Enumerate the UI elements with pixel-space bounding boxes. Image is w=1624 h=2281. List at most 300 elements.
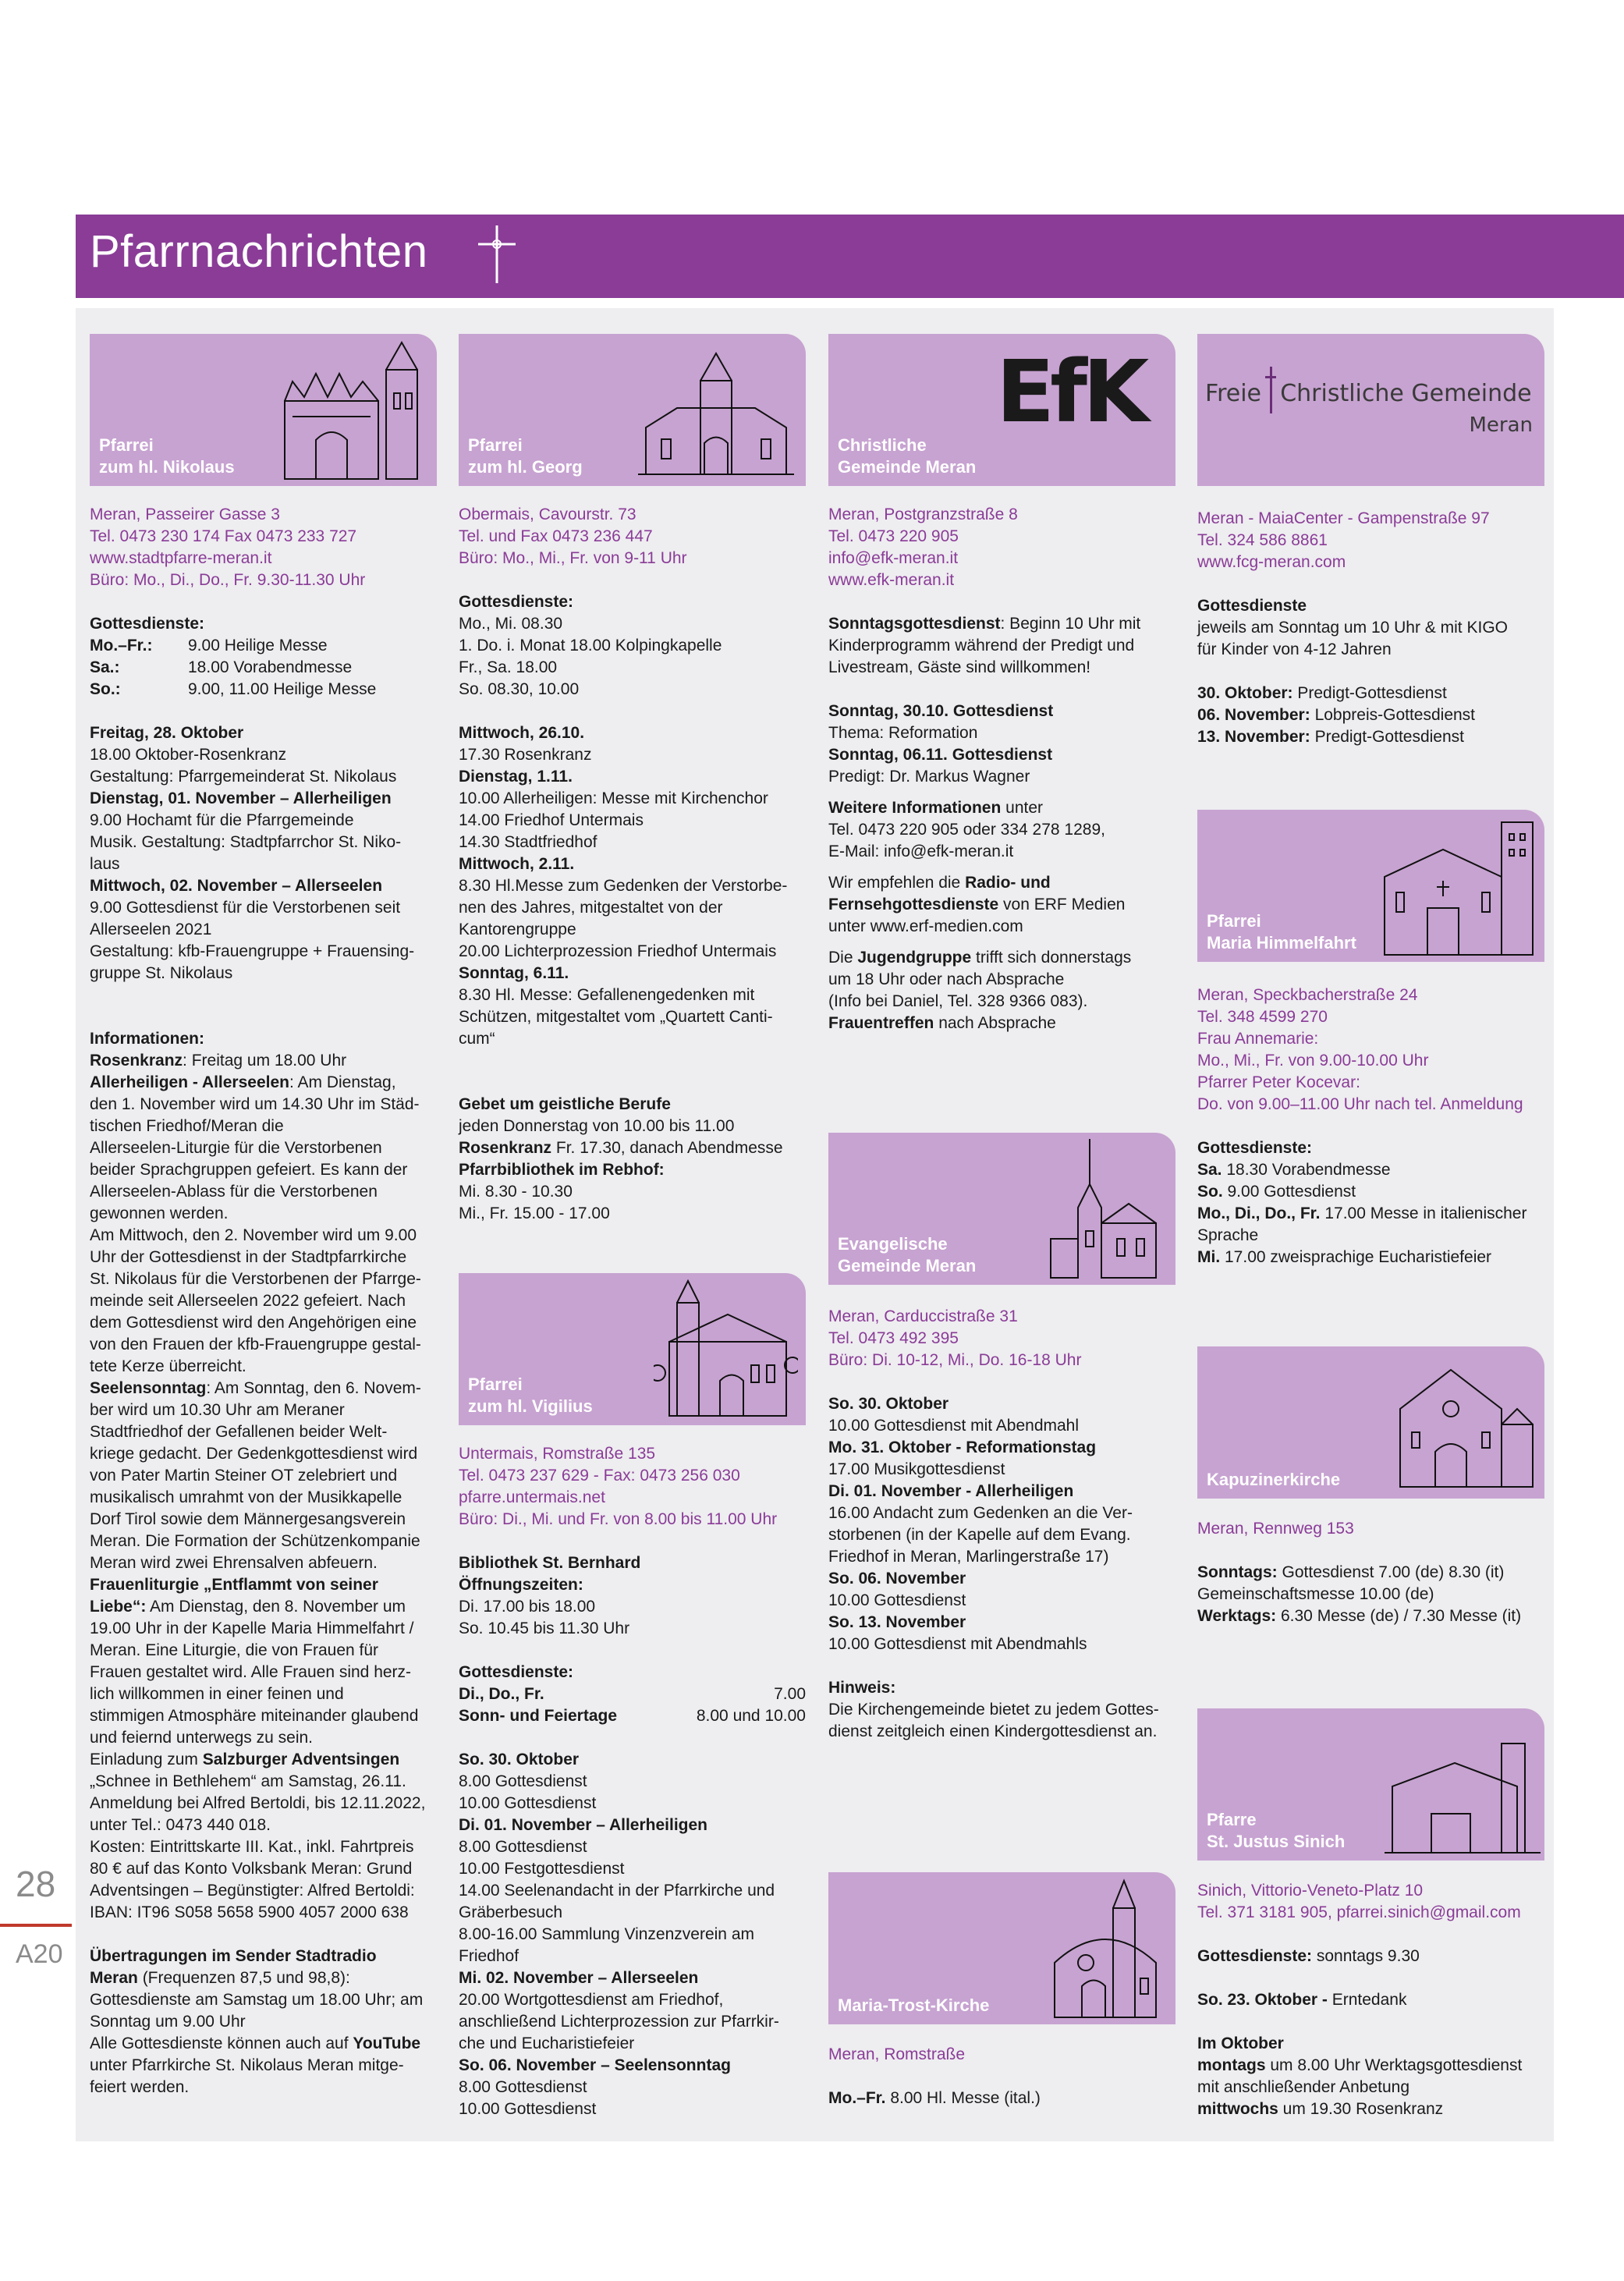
text-line: Tel. 0473 220 905 oder 334 278 1289, [828,821,1105,839]
header-georg [459,334,806,486]
text-line: kriege gedacht. Der Gedenkgottesdienst wird [90,1445,418,1463]
header-label-evangelische [838,1233,976,1277]
text-line: und feiernd unterwegs zu sein. [90,1729,314,1747]
header-label-efk [838,435,976,478]
text-line: Meran. Eine Liturgie, die von Frauen für [90,1641,379,1659]
event-line: 20.00 Lichterprozession Friedhof Untermais [459,942,777,960]
column-sinich [1197,1880,1544,2120]
info-para [1197,1989,1544,2011]
header-label-line2: zum hl. Vigilius [468,1396,593,1416]
event-line: Thema: Reformation [828,724,978,742]
text-line: von den Frauen der kfb-Frauengruppe gestal- [90,1336,421,1353]
info-para [828,872,1175,894]
event-line: che und Eucharistiefeier [459,2034,635,2052]
section-title: Bibliothek St. Bernhard [459,1554,641,1572]
event-title: So. 13. November [828,1613,966,1631]
office-hours: Do. von 9.00–11.00 Uhr nach tel. Anmeldung [1197,1095,1523,1113]
section-title: Gottesdienste: [90,615,205,633]
info-para [1197,2098,1544,2120]
church-himmelfahrt-icon [1377,814,1541,959]
text-line: für Kinder von 4-12 Jahren [1197,640,1392,658]
event-title: Dienstag, 1.11. [459,768,573,786]
text-line: beider Sprachgruppen gefeiert. Es kann der [90,1161,408,1179]
office-hours: Büro: Di., Mi. und Fr. von 8.00 bis 11.00 Uhr [459,1510,778,1528]
text-line: gewonnen werden. [90,1204,229,1222]
header-nikolaus [90,334,437,486]
event-title: Mittwoch, 02. November – Allerseelen [90,877,383,895]
header-label-maria-trost [838,1995,989,2017]
info-text: unter [1001,799,1044,817]
info-para [459,1137,806,1159]
phone-line: Tel. 0473 237 629 - Fax: 0473 256 030 [459,1467,740,1485]
event-line: 14.30 Stadtfriedhof [459,833,597,851]
info-para [1197,1203,1544,1225]
event-line: laus [90,855,120,873]
info-text: : Am Dienstag, [289,1073,396,1091]
info-bold: Fernsehgottesdienste [828,896,999,913]
event-line: 10.00 Gottesdienst [459,1794,597,1812]
header-evangelische [828,1133,1175,1285]
text-line: 19.00 Uhr in der Kapelle Maria Himmelfahrt / [90,1619,414,1637]
info-para [828,947,1175,969]
info-para [90,1378,437,1399]
column-himmelfahrt [1197,984,1544,1268]
event-title: Mo. 31. Oktober - Reformationstag [828,1438,1097,1456]
event-title: Freitag, 28. Oktober [90,724,244,742]
event-line: 16.00 Andacht zum Gedenken an die Ver- [828,1504,1133,1522]
info-bold: Rosenkranz [90,1052,183,1070]
address-block [459,504,806,569]
time-text: 8.00 und 10.00 [696,1707,806,1725]
event-line: 8.00 Gottesdienst [459,1772,587,1790]
text-line: feiert werden. [90,2078,190,2096]
info-text: Einladung zum [90,1751,203,1768]
header-label-georg [468,435,583,478]
info-text: 18.30 Vorabendmesse [1222,1161,1391,1179]
info-para [828,2088,1175,2109]
phone-line: Tel. 371 3181 905, pfarrei.sinich@gmail.com [1197,1903,1521,1921]
info-text: trifft sich donnerstags [971,949,1132,967]
address-line: Meran - MaiaCenter - Gampenstraße 97 [1197,509,1490,527]
fcg-logo-word3: Meran [1469,413,1533,437]
address-line: Meran, Carduccistraße 31 [828,1307,1018,1325]
text-line: Dorf Tirol sowie dem Männergesangsverein [90,1510,406,1528]
info-bold: Radio- und [965,874,1051,892]
text-line: Stadtfriedhof der Gefallenen beider Welt- [90,1423,388,1441]
event-line: 17.30 Rosenkranz [459,746,592,764]
address-line: Untermais, Romstraße 135 [459,1445,656,1463]
info-bold: Sa. [1197,1161,1222,1179]
text-line: unter www.erf-medien.com [828,917,1023,935]
cross-icon [1265,367,1276,413]
event-line: Gestaltung: kfb-Frauengruppe + Frauensing- [90,942,415,960]
header-kapuziner [1197,1346,1544,1499]
info-text: : Am Sonntag, den 6. Novem- [206,1379,421,1397]
info-bold: mittwochs [1197,2100,1278,2118]
text-line: Uhr der Gottesdienst in der Stadtpfarrkirche [90,1248,407,1266]
section-title: Im Oktober [1197,2034,1284,2052]
header-label-line2: zum hl. Georg [468,457,583,477]
event-line: 10.00 Festgottesdienst [459,1860,625,1878]
info-para [90,2033,437,2055]
event-line: 14.00 Friedhof Untermais [459,811,644,829]
event-line: 20.00 Wortgottesdienst am Friedhof, [459,1991,724,2009]
info-bold: So. 23. Oktober - [1197,1991,1328,2009]
header-label-line2: Gemeinde Meran [838,457,977,477]
section-title: Informationen: [90,1030,204,1048]
column-vigilius [459,1443,806,2120]
event-line: storbenen (in der Kapelle auf dem Evang. [828,1526,1131,1544]
section-title: Hinweis: [828,1679,896,1697]
event-line: nen des Jahres, mitgestaltet von der [459,899,723,917]
info-bold: Salzburger Adventsingen [202,1751,400,1768]
website-link[interactable]: pfarre.untermais.net [459,1488,605,1506]
info-bold: montags [1197,2056,1266,2074]
column-kapuziner [1197,1518,1544,1627]
church-nikolaus-icon [277,339,433,483]
text-line: E-Mail: info@efk-meran.it [828,843,1014,860]
info-text: Lobpreis-Gottesdienst [1310,706,1476,724]
cross-icon [473,222,520,285]
event-title: Mittwoch, 26.10. [459,724,585,742]
event-line: 10.00 Gottesdienst mit Abendmahls [828,1635,1087,1653]
event-line: Gestaltung: Pfarrgemeinderat St. Nikolaus [90,768,397,786]
info-bold: YouTube [353,2034,421,2052]
address-block [828,1306,1175,1371]
event-line: Predigt: Dr. Markus Wagner [828,768,1030,786]
info-text: 17.00 zweisprachige Eucharistiefeier [1220,1248,1492,1266]
info-bold: Liebe“: [90,1598,147,1616]
text-line: Livestream, Gäste sind willkommen! [828,658,1091,676]
info-text: Gottesdienst 7.00 (de) 8.30 (it) [1277,1563,1505,1581]
schedule-row [90,657,437,679]
text-line: Sprache [1197,1226,1259,1244]
event-title: Mi. 02. November – Allerseelen [459,1969,699,1987]
text-line: Gemeinschaftsmesse 10.00 (de) [1197,1585,1434,1603]
info-para [1197,1181,1544,1203]
church-georg-icon [638,349,794,482]
event-line: Gräberbesuch [459,1903,563,1921]
fcg-logo [1205,367,1541,437]
phone-line: Tel. 348 4599 270 [1197,1008,1328,1026]
event-line: anschließend Lichterprozession zur Pfarrkir- [459,2013,779,2031]
contact-line: Frau Annemarie: [1197,1030,1319,1048]
info-para [90,1072,437,1094]
text-line: Adventsingen – Begünstigter: Alfred Bertoldi: [90,1882,415,1900]
header-himmelfahrt [1197,810,1544,962]
header-label-sinich [1207,1809,1345,1853]
event-line: 10.00 Gottesdienst mit Abendmahl [828,1417,1080,1435]
header-label-himmelfahrt [1207,910,1356,954]
text-line: „Schnee in Bethlehem“ am Samstag, 26.11. [90,1772,406,1790]
event-title: Di. 01. November – Allerheiligen [459,1816,707,1834]
office-hours: Mo., Mi., Fr. von 9.00-10.00 Uhr [1197,1052,1429,1070]
text-line: Mo., Mi. 08.30 [459,615,563,633]
day-label: Mo.–Fr.: [90,637,153,655]
info-bold: So. [1197,1183,1223,1201]
page-code: A20 [16,1939,63,1969]
address-block [90,504,437,591]
time-text: 9.00, 11.00 Heilige Messe [188,680,377,698]
text-line: ber wird um 10.30 Uhr am Meraner [90,1401,345,1419]
event-line: 18.00 Oktober-Rosenkranz [90,746,287,764]
info-para [1197,2055,1544,2077]
church-evangelische-icon [1047,1137,1164,1282]
info-text: 6.30 Messe (de) / 7.30 Messe (it) [1276,1607,1522,1625]
info-para [1197,1247,1544,1268]
office-hours: Büro: Di. 10-12, Mi., Do. 16-18 Uhr [828,1351,1082,1369]
header-label-line1: Pfarrei [99,435,154,455]
header-label-line1: Christliche [838,435,927,455]
info-para [1197,1562,1544,1584]
website-link[interactable]: www.efk-meran.it [828,571,955,589]
day-label: Sa.: [90,658,120,676]
text-line: IBAN: IT96 S058 5658 5900 4057 2000 638 [90,1903,409,1921]
text-line: dienst zeitgleich einen Kindergottesdienst an. [828,1722,1158,1740]
address-line: Meran, Speckbacherstraße 24 [1197,986,1418,1004]
text-line: Mi., Fr. 15.00 - 17.00 [459,1204,610,1222]
text-line: Anmeldung bei Alfred Bertoldi, bis 12.11.2022, [90,1794,426,1812]
event-title: Dienstag, 01. November – Allerheiligen [90,789,392,807]
event-line: Friedhof in Meran, Marlingerstraße 17) [828,1548,1109,1566]
event-line: 10.00 Gottesdienst [459,2100,597,2118]
info-text: : Beginn 10 Uhr mit [1000,615,1141,633]
phone-line: Tel. 0473 230 174 Fax 0473 233 727 [90,527,357,545]
column-evangelische [828,1306,1175,1743]
text-line: tischen Friedhof/Meran die [90,1117,284,1135]
event-title: Mittwoch, 2.11. [459,855,575,873]
header-label-line2: St. Justus Sinich [1207,1832,1346,1851]
header-label-line1: Evangelische [838,1234,948,1254]
text-line: jeden Donnerstag von 10.00 bis 11.00 [459,1117,735,1135]
text-line: musikalisch umrahmt von der Musikkapelle [90,1488,402,1506]
info-para [90,1749,437,1771]
event-line: Kantorengruppe [459,921,576,938]
info-para [1197,1159,1544,1181]
text-line: So. 10.45 bis 11.30 Uhr [459,1619,630,1637]
info-bold: Mo., Di., Do., Fr. [1197,1204,1321,1222]
info-text: Fr. 17.30, danach Abendmesse [551,1139,783,1157]
church-sinich-icon [1385,1740,1541,1857]
info-bold: Meran [90,1969,138,1987]
text-line: 80 € auf das Konto Volksbank Meran: Grund [90,1860,413,1878]
header-label-vigilius [468,1374,593,1417]
header-label-line1: Pfarre [1207,1810,1257,1829]
info-text: um 19.30 Rosenkranz [1278,2100,1444,2118]
event-line: 8.00-16.00 Sammlung Vinzenzverein am [459,1925,754,1943]
day-label: So.: [90,680,121,698]
info-bold: Jugendgruppe [857,949,972,967]
header-label-line1: Pfarrei [468,435,523,455]
text-line: So. 08.30, 10.00 [459,680,580,698]
event-line: 9.00 Hochamt für die Pfarrgemeinde [90,811,354,829]
info-para [90,1050,437,1072]
text-line: (Info bei Daniel, Tel. 328 9366 083). [828,992,1088,1010]
info-bold: Mi. [1197,1248,1221,1266]
column-fcg [1197,508,1544,748]
header-label-line1: Pfarrei [1207,911,1261,931]
event-line: 8.00 Gottesdienst [459,1838,587,1856]
info-text: Predigt-Gottesdienst [1310,728,1464,746]
address-block [1197,1880,1544,1924]
text-line: Kinderprogramm während der Predigt und [828,637,1135,655]
time-text: 7.00 [774,1685,806,1703]
email-link[interactable]: info@efk-meran.it [828,549,959,567]
text-line: Sonntag um 9.00 Uhr [90,2013,246,2031]
info-bold: Frauentreffen [828,1014,934,1032]
info-para [1197,1605,1544,1627]
text-line: dem Gottesdienst wird den Angehörigen eine [90,1314,417,1332]
header-banner [76,215,1624,298]
website-link[interactable]: www.stadtpfarre-meran.it [90,549,272,567]
event-title: Di. 01. November - Allerheiligen [828,1482,1074,1500]
address-line: Meran, Romstraße [828,2045,966,2063]
text-line: Allerseelen-Liturgie für die Verstorbenen [90,1139,382,1157]
text-line: Allerseelen-Ablass für die Verstorbenen [90,1183,378,1201]
header-label-line1: Kapuzinerkirche [1207,1470,1341,1489]
event-line: Friedhof [459,1947,519,1965]
event-line: 14.00 Seelenandacht in der Pfarrkirche und [459,1882,775,1900]
header-label-line2: Gemeinde Meran [838,1256,977,1275]
text-line: 1. Do. i. Monat 18.00 Kolpingkapelle [459,637,722,655]
address-line: Sinich, Vittorio-Veneto-Platz 10 [1197,1882,1424,1900]
info-bold: 30. Oktober: [1197,684,1293,702]
section-title: Gottesdienste [1197,597,1307,615]
info-text: 9.00 Gottesdienst [1222,1183,1356,1201]
time-text: 9.00 Heilige Messe [188,637,328,655]
text-line: um 18 Uhr oder nach Absprache [828,970,1065,988]
time-text: 18.00 Vorabendmesse [188,658,353,676]
text-line: meinde seit Allerseelen 2022 gefeiert. Nach [90,1292,406,1310]
schedule-row [90,635,437,657]
fcg-logo-word1: Freie [1205,380,1261,407]
info-para [828,613,1175,635]
fcg-logo-word2: Christliche Gemeinde [1280,380,1532,407]
info-para [828,1013,1175,1034]
header-maria-trost [828,1872,1175,2024]
info-text: Alle Gottesdienste können auch auf [90,2034,353,2052]
info-text: (Frequenzen 87,5 und 98,8): [137,1969,350,1987]
event-line: 8.00 Gottesdienst [459,2078,587,2096]
text-line: Kosten: Eintrittskarte III. Kat., inkl. Fahrtpreis [90,1838,414,1856]
text-line: Gottesdienste am Samstag um 18.00 Uhr; am [90,1991,424,2009]
event-title: Sonntag, 06.11. Gottesdienst [828,746,1053,764]
office-hours: Büro: Mo., Di., Do., Fr. 9.30-11.30 Uhr [90,571,366,589]
day-label: Sonn- und Feiertage [459,1707,618,1725]
text-line: den 1. November wird um 14.30 Uhr im Städ- [90,1095,420,1113]
column-nikolaus [90,504,437,2098]
schedule-row [459,1705,806,1727]
text-line: jeweils am Sonntag um 10 Uhr & mit KIGO [1197,619,1508,637]
header-label-line1: Maria-Trost-Kirche [838,1995,990,2015]
section-title: Gottesdienste: [459,1663,574,1681]
event-line: Allerseelen 2021 [90,921,212,938]
header-vigilius [459,1273,806,1425]
church-kapuziner-icon [1392,1354,1541,1495]
info-text: 17.00 Messe in italienischer [1320,1204,1527,1222]
event-title: So. 06. November – Seelensonntag [459,2056,731,2074]
info-bold: Allerheiligen - Allerseelen [90,1073,289,1091]
info-bold: 13. November: [1197,728,1310,746]
info-bold: Seelensonntag [90,1379,207,1397]
event-line: gruppe St. Nikolaus [90,964,233,982]
text-line: tete Kerze überreicht. [90,1357,246,1375]
event-title: So. 06. November [828,1570,966,1587]
event-line: 10.00 Gottesdienst [828,1591,966,1609]
info-text: von ERF Medien [998,896,1126,913]
column-maria-trost [828,2044,1175,2109]
header-sinich [1197,1708,1544,1861]
header-label-nikolaus [99,435,235,478]
info-para [90,1967,437,1989]
page-title: Pfarrnachrichten [90,226,428,277]
section-title: Gottesdienste: [459,593,574,611]
info-bold: Sonntags: [1197,1563,1278,1581]
event-title: Sonntag, 6.11. [459,964,569,982]
info-text: Erntedank [1327,1991,1407,2009]
info-bold: Frauenliturgie „Entflammt von seiner [90,1576,378,1594]
page-number: 28 [16,1864,56,1904]
info-text: 8.00 Hl. Messe (ital.) [885,2089,1041,2107]
column-efk [828,504,1175,1034]
contact-line: Pfarrer Peter Kocevar: [1197,1073,1360,1091]
text-line: stimmigen Atmosphäre miteinander glaubend [90,1707,419,1725]
column-georg [459,504,806,1225]
text-line: Frauen gestaltet wird. Alle Frauen sind herz- [90,1663,412,1681]
phone-line: Tel. 0473 220 905 [828,527,959,545]
event-line: 9.00 Gottesdienst für die Verstorbenen seit [90,899,401,917]
event-line: Schützen, mitgestaltet vom „Quartett Canti- [459,1008,773,1026]
address-block [1197,508,1544,573]
event-line: cum“ [459,1030,495,1048]
website-link[interactable]: www.fcg-meran.com [1197,553,1346,571]
info-para [1197,726,1544,748]
header-label-line1: Pfarrei [468,1375,523,1394]
info-text: sonntags 9.30 [1312,1947,1420,1965]
info-para [90,1596,437,1618]
text-line: Fr., Sa. 18.00 [459,658,558,676]
info-bold: Weitere Informationen [828,799,1002,817]
info-para [1197,683,1544,704]
event-title: So. 30. Oktober [828,1395,949,1413]
text-line: unter Tel.: 0473 440 018. [90,1816,271,1834]
text-line: lich willkommen in einer feinen und [90,1685,344,1703]
info-para [828,894,1175,916]
phone-line: Tel. 0473 492 395 [828,1329,959,1347]
info-bold: Gottesdienste: [1197,1947,1313,1965]
efk-logo: EfK [996,342,1145,442]
section-title: Pfarrbibliothek im Rebhof: [459,1161,665,1179]
text-line: von Pater Martin Steiner OT zelebriert und [90,1467,398,1485]
event-line: Musik. Gestaltung: Stadtpfarrchor St. Niko- [90,833,402,851]
info-bold: Werktags: [1197,1607,1277,1625]
church-maria-trost-icon [1039,1877,1172,2021]
address-block [459,1443,806,1531]
info-text: Wir empfehlen die [828,874,966,892]
address-line: Meran, Passeirer Gasse 3 [90,506,280,523]
header-efk [828,334,1175,486]
header-fcg [1197,334,1544,486]
text-line: Die Kirchengemeinde bietet zu jedem Gottes- [828,1701,1159,1719]
text-line: Di. 17.00 bis 18.00 [459,1598,596,1616]
info-text: Am Dienstag, den 8. November um [146,1598,406,1616]
phone-line: Tel. 324 586 8861 [1197,531,1328,549]
info-bold: Sonntagsgottesdienst [828,615,1001,633]
church-vigilius-icon [654,1279,798,1420]
info-bold: Übertragungen im Sender Stadtradio [90,1947,377,1965]
info-para [828,797,1175,819]
text-line: Am Mittwoch, den 2. November wird um 9.00 [90,1226,417,1244]
